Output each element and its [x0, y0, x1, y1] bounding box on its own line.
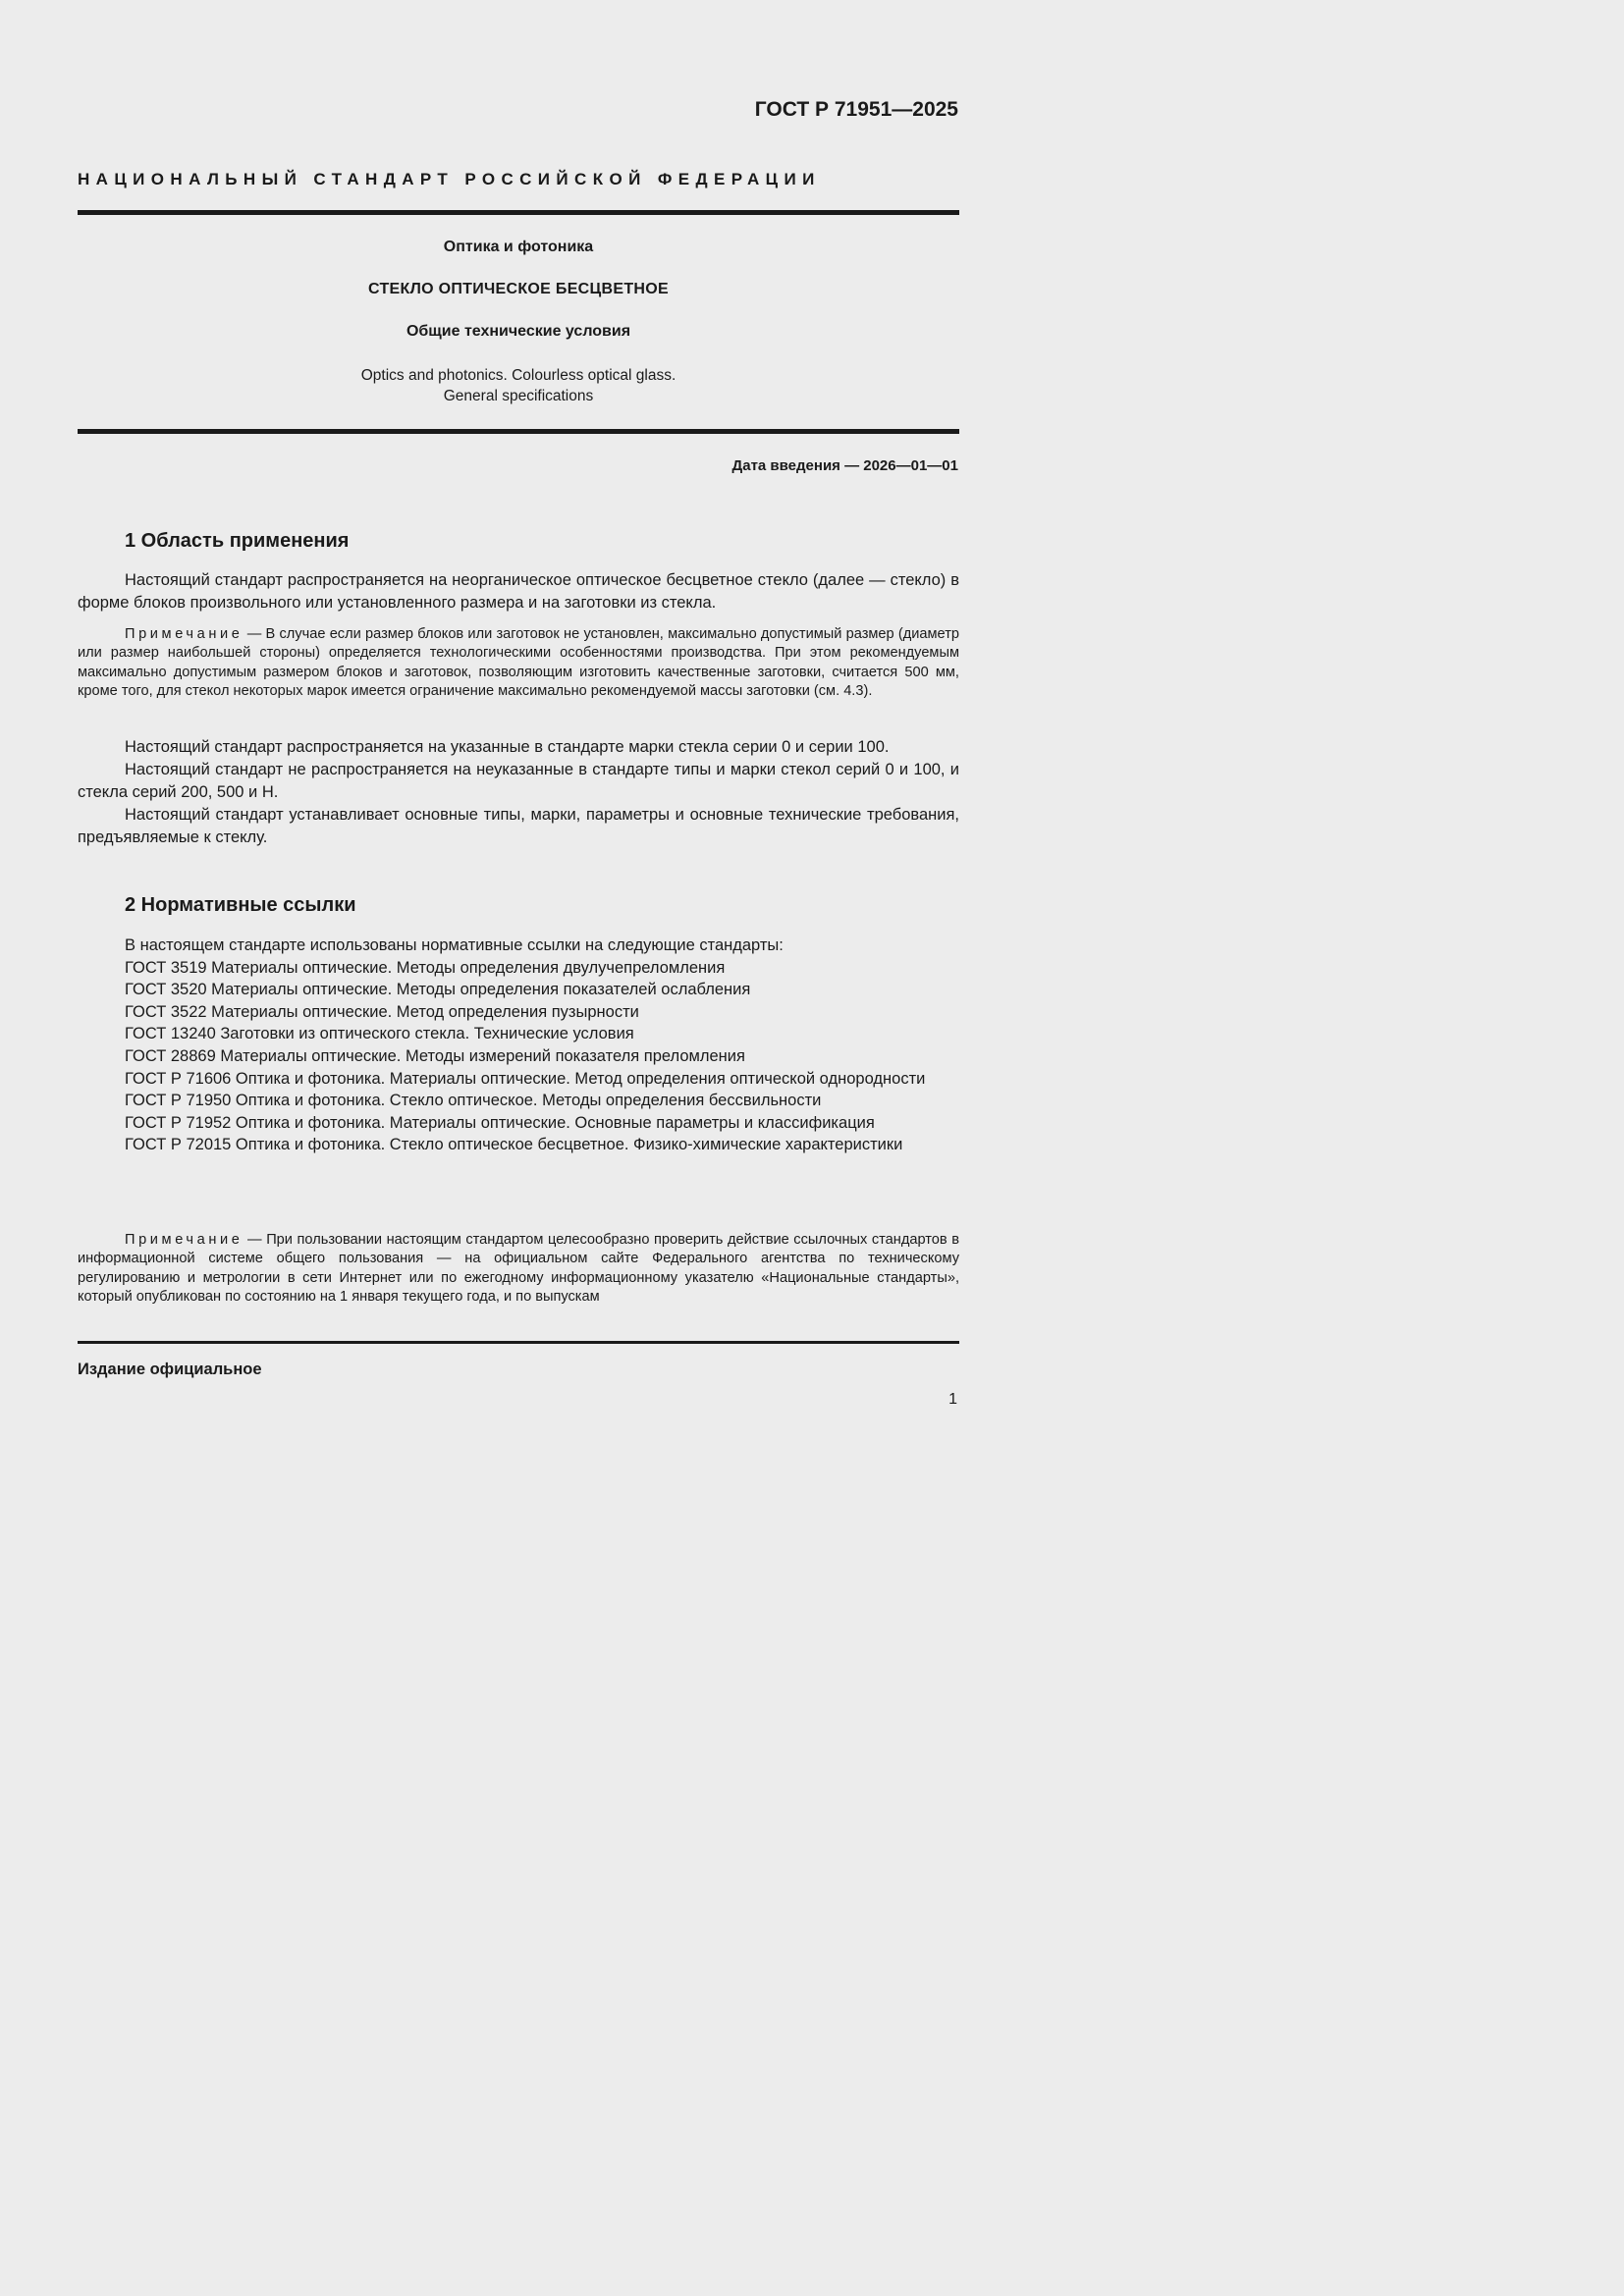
page-number: 1 — [948, 1391, 957, 1408]
paragraph: Настоящий стандарт устанавливает основные типы, марки, параметры и основные технические требования, предъявляемые к стеклу. — [78, 806, 959, 846]
reference-item: ГОСТ Р 71606 Оптика и фотоника. Материалы оптические. Метод определения оптической однородности — [125, 1069, 926, 1088]
note-text: — В случае если размер блоков или заготовок не установлен, максимально допустимый размер (диаметр или размер наибольшей стороны) определяется технологическими особенностями производства. При этом рекомендуемым максимально допустимым размером блоков и заготовок, позволяющим изготовить качественные заготовки, считается 500 мм, кроме того, для стекол некоторых марок имеется ограничение максимально рекомендуемой массы заготовки (см. 4.3). — [78, 626, 959, 699]
reference-item: ГОСТ 3522 Материалы оптические. Метод определения пузырности — [125, 1002, 639, 1021]
reference-item: ГОСТ 13240 Заготовки из оптического стекла. Технические условия — [125, 1025, 634, 1043]
references-list — [78, 934, 959, 1156]
reference-item: ГОСТ Р 71950 Оптика и фотоника. Стекло оптическое. Методы определения бессвильности — [125, 1092, 822, 1110]
national-standard-title: НАЦИОНАЛЬНЫЙ СТАНДАРТ РОССИЙСКОЙ ФЕДЕРАЦИИ — [78, 170, 821, 188]
paragraph: Настоящий стандарт распространяется на указанные в стандарте марки стекла серии 0 и серии 100. — [125, 738, 890, 756]
title-sub: Общие технические условия — [406, 323, 631, 340]
section1-heading: 1 Область применения — [125, 530, 350, 552]
introduction-date: Дата введения — 2026—01—01 — [731, 457, 958, 474]
title-english — [78, 365, 959, 406]
reference-item: ГОСТ Р 72015 Оптика и фотоника. Стекло оптическое бесцветное. Физико-химические характеристики — [125, 1136, 903, 1154]
section1-para1 — [78, 569, 959, 614]
divider-top — [78, 210, 959, 215]
divider-footer — [78, 1341, 959, 1344]
note-label: Примечание — [125, 1232, 244, 1248]
note-label: Примечание — [125, 626, 244, 642]
document-page — [0, 0, 1089, 1539]
section1-body — [78, 736, 959, 849]
reference-item: ГОСТ 3520 Материалы оптические. Методы определения показателей ослабления — [125, 981, 751, 999]
title-main: СТЕКЛО ОПТИЧЕСКОЕ БЕСЦВЕТНОЕ — [368, 281, 669, 297]
title-domain: Оптика и фотоника — [443, 239, 594, 255]
section2-note — [78, 1231, 959, 1307]
divider-title-bottom — [78, 429, 959, 434]
reference-item: ГОСТ Р 71952 Оптика и фотоника. Материалы оптические. Основные параметры и классификация — [125, 1113, 875, 1132]
reference-item: ГОСТ 28869 Материалы оптические. Методы измерений показателя преломления — [125, 1046, 745, 1065]
paragraph: Настоящий стандарт не распространяется на неуказанные в стандарте типы и марки стекол серий 0 и 100, и стекла серий 200, 500 и Н. — [78, 761, 959, 801]
title-english-line1: Optics and photonics. Colourless optical glass. — [360, 367, 677, 384]
edition-label: Издание официальное — [78, 1361, 262, 1378]
gost-number: ГОСТ Р 71951—2025 — [754, 98, 958, 121]
note-text: — При пользовании настоящим стандартом целесообразно проверить действие ссылочных стандартов в информационной системе общего пользования — на официальном сайте Федерального агентства по техническому регулированию и метрологии в сети Интернет или по ежегодному информационному указателю «Национальные стандарты», который опубликован по состоянию на 1 января текущего года, и по выпускам — [78, 1232, 959, 1305]
section1-note — [78, 625, 959, 701]
references-intro: В настоящем стандарте использованы нормативные ссылки на следующие стандарты: — [125, 936, 784, 954]
reference-item: ГОСТ 3519 Материалы оптические. Методы определения двулучепреломления — [125, 958, 726, 977]
section2-heading: 2 Нормативные ссылки — [125, 894, 356, 916]
title-english-line2: General specifications — [443, 388, 594, 404]
paragraph: Настоящий стандарт распространяется на неорганическое оптическое бесцветное стекло (далее — стекло) в форме блоков произвольного или установленного размера и на заготовки из стекла. — [78, 571, 959, 612]
